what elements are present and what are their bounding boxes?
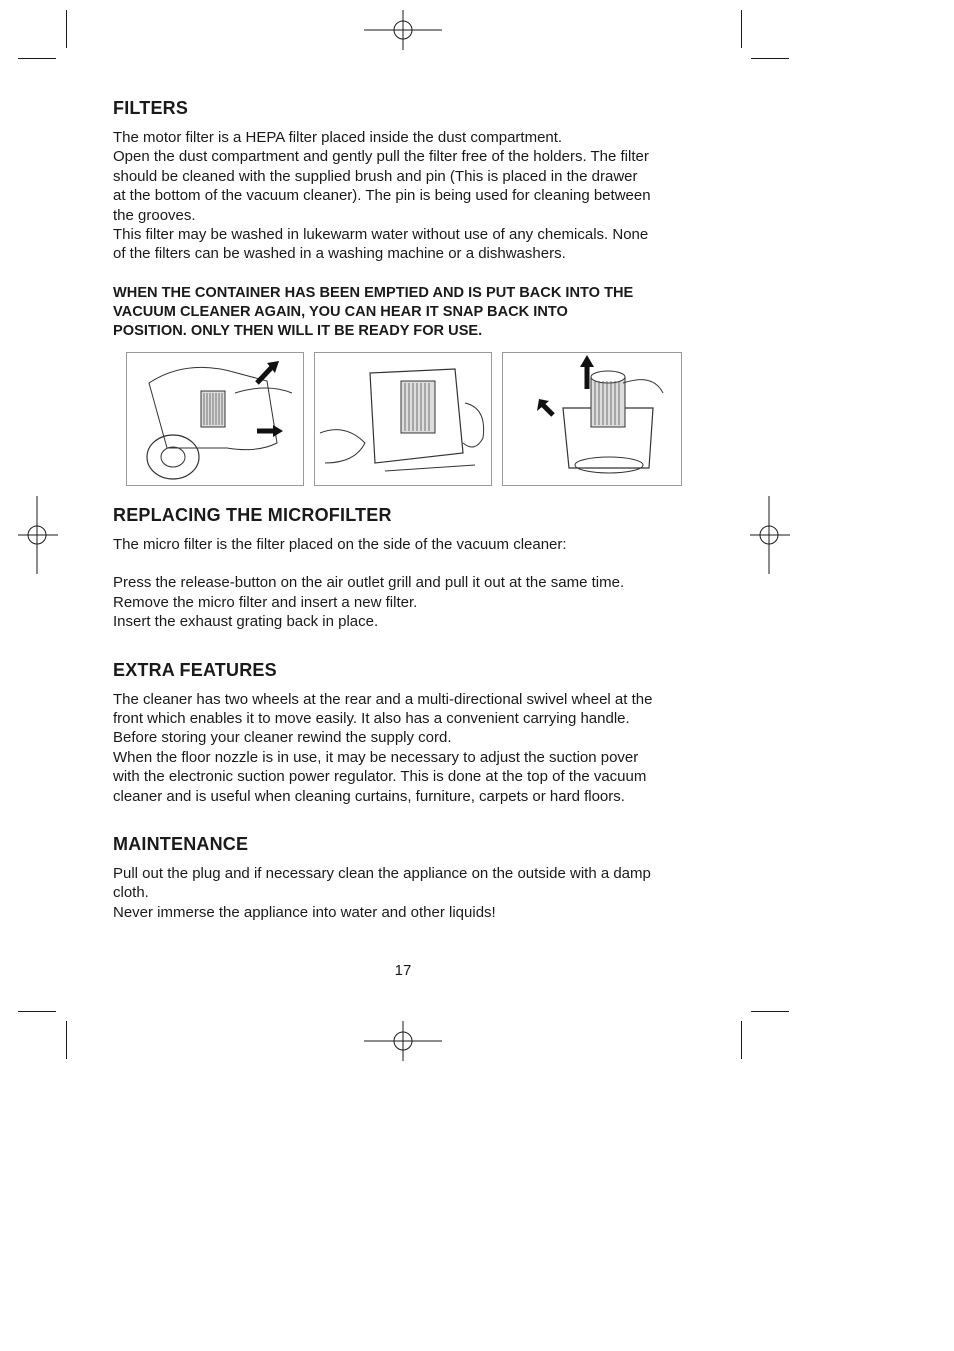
filter-holder-removal-illustration	[314, 352, 492, 486]
filters-line: at the bottom of the vacuum cleaner). The pin is being used for cleaning between	[113, 187, 651, 205]
section-heading-maintenance: MAINTENANCE	[113, 834, 249, 855]
extra-line: The cleaner has two wheels at the rear and a multi-directional swivel wheel at the	[113, 690, 653, 708]
extra-line: with the electronic suction power regulator. This is done at the top of the vacuum	[113, 768, 647, 786]
microfilter-line: Remove the micro filter and insert a new filter.	[113, 593, 418, 611]
filters-line: should be cleaned with the supplied brush and pin (This is placed in the drawer	[113, 167, 638, 185]
extra-line: When the floor nozzle is in use, it may be necessary to adjust the suction pover	[113, 748, 639, 766]
page-content	[113, 96, 703, 341]
page-content-lower	[113, 503, 703, 922]
vacuum-open-compartment-illustration	[126, 352, 304, 486]
maintenance-line: cloth.	[113, 884, 149, 902]
crop-mark	[751, 58, 789, 59]
extra-line: Before storing your cleaner rewind the supply cord.	[113, 729, 452, 747]
warning-line: VACUUM CLEANER AGAIN, YOU CAN HEAR IT SNAP BACK INTO	[113, 304, 568, 321]
crop-mark	[741, 1021, 742, 1059]
maintenance-line: Never immerse the appliance into water and other liquids!	[113, 903, 496, 921]
crop-mark	[741, 10, 742, 48]
crop-mark	[66, 1021, 67, 1059]
page-number: 17	[394, 962, 412, 979]
crop-mark	[18, 1011, 56, 1012]
section-heading-filters: FILTERS	[113, 98, 189, 118]
microfilter-line: Insert the exhaust grating back in place.	[113, 613, 379, 631]
section-heading-microfilter: REPLACING THE MICROFILTER	[113, 505, 392, 525]
filters-line: Open the dust compartment and gently pull the filter free of the holders. The filter	[113, 148, 649, 166]
illustration-row	[126, 352, 686, 486]
extra-line: cleaner and is useful when cleaning curtains, furniture, carpets or hard floors.	[113, 787, 625, 805]
section-heading-extra-features: EXTRA FEATURES	[113, 659, 277, 680]
filters-line: The motor filter is a HEPA filter placed inside the dust compartment.	[113, 129, 563, 146]
filter-lift-out-illustration	[502, 352, 682, 486]
warning-line: WHEN THE CONTAINER HAS BEEN EMPTIED AND IS PUT BACK INTO THE	[113, 284, 634, 301]
crop-mark	[66, 10, 67, 48]
filters-line: the grooves.	[113, 206, 196, 224]
maintenance-line: Pull out the plug and if necessary clean the appliance on the outside with a damp	[113, 865, 651, 883]
filters-line: This filter may be washed in lukewarm water without use of any chemicals. None	[113, 226, 649, 244]
microfilter-intro: The micro filter is the filter placed on the side of the vacuum cleaner:	[113, 536, 567, 553]
microfilter-line: Press the release-button on the air outlet grill and pull it out at the same time.	[113, 574, 625, 592]
crop-mark	[751, 1011, 789, 1012]
registration-mark-right	[750, 496, 790, 574]
crop-mark	[18, 58, 56, 59]
filters-line: of the filters can be washed in a washing machine or a dishwashers.	[113, 245, 566, 263]
registration-mark-bottom	[364, 1021, 442, 1061]
registration-mark-left	[18, 496, 58, 574]
registration-mark-top	[364, 10, 442, 50]
extra-line: front which enables it to move easily. It also has a convenient carrying handle.	[113, 710, 630, 728]
warning-line: POSITION. ONLY THEN WILL IT BE READY FOR USE.	[113, 323, 483, 340]
